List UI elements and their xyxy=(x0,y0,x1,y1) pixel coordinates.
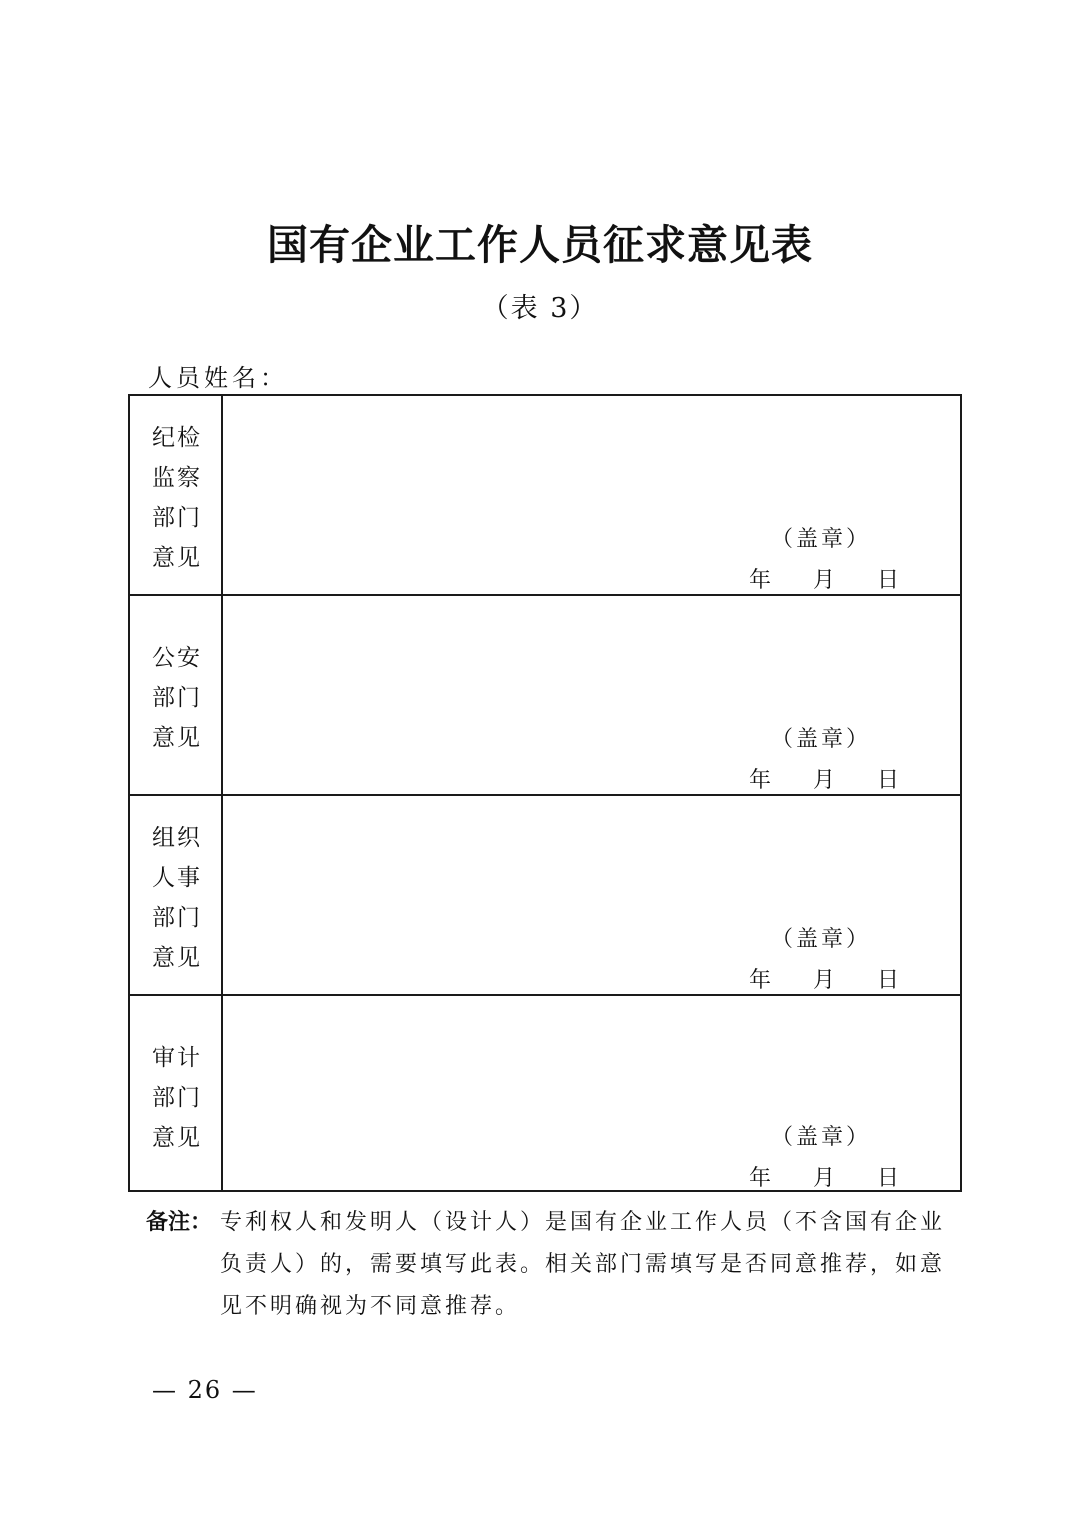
page-number: — 26 — xyxy=(152,1376,258,1404)
opinion-row-audit xyxy=(130,996,960,1190)
row-label-cell xyxy=(130,796,223,994)
row-label: 审计部门意见 xyxy=(152,1045,202,1151)
day-label: 日 xyxy=(877,1166,900,1191)
day-label: 日 xyxy=(877,568,900,593)
year-label: 年 xyxy=(749,1166,772,1191)
row-label-cell xyxy=(130,996,223,1190)
person-name-label: 人员姓名： xyxy=(148,364,288,392)
document-subtitle: （表 3） xyxy=(481,293,599,324)
year-label: 年 xyxy=(749,768,772,793)
row-label: 公安部门意见 xyxy=(152,645,202,751)
seal-label: （盖章） xyxy=(771,1125,872,1150)
year-label: 年 xyxy=(749,968,772,993)
seal-label: （盖章） xyxy=(771,927,872,952)
opinion-row-personnel xyxy=(130,796,960,996)
row-label-cell xyxy=(130,396,223,594)
month-label: 月 xyxy=(813,568,836,593)
month-label: 月 xyxy=(813,1166,836,1191)
opinion-form-table xyxy=(128,394,962,1192)
day-label: 日 xyxy=(877,968,900,993)
row-label-cell xyxy=(130,596,223,794)
opinion-row-discipline xyxy=(130,396,960,596)
seal-label: （盖章） xyxy=(771,727,872,752)
opinion-field[interactable] xyxy=(223,396,960,594)
month-label: 月 xyxy=(813,968,836,993)
year-label: 年 xyxy=(749,568,772,593)
row-label: 组织人事部门意见 xyxy=(152,825,202,971)
row-label: 纪检监察部门意见 xyxy=(152,425,202,571)
seal-label: （盖章） xyxy=(771,527,872,552)
opinion-field[interactable] xyxy=(223,996,960,1190)
opinion-row-public-security xyxy=(130,596,960,796)
day-label: 日 xyxy=(877,768,900,793)
remarks-text: 专利权人和发明人（设计人）是国有企业工作人员（不含国有企业负责人）的，需要填写此表。相关部门需填写是否同意推荐，如意见不明确视为不同意推荐。 xyxy=(220,1210,946,1319)
remarks-title: 备注： xyxy=(146,1210,213,1235)
opinion-field[interactable] xyxy=(223,796,960,994)
month-label: 月 xyxy=(813,768,836,793)
document-title: 国有企业工作人员征求意见表 xyxy=(267,221,813,269)
opinion-field[interactable] xyxy=(223,596,960,794)
